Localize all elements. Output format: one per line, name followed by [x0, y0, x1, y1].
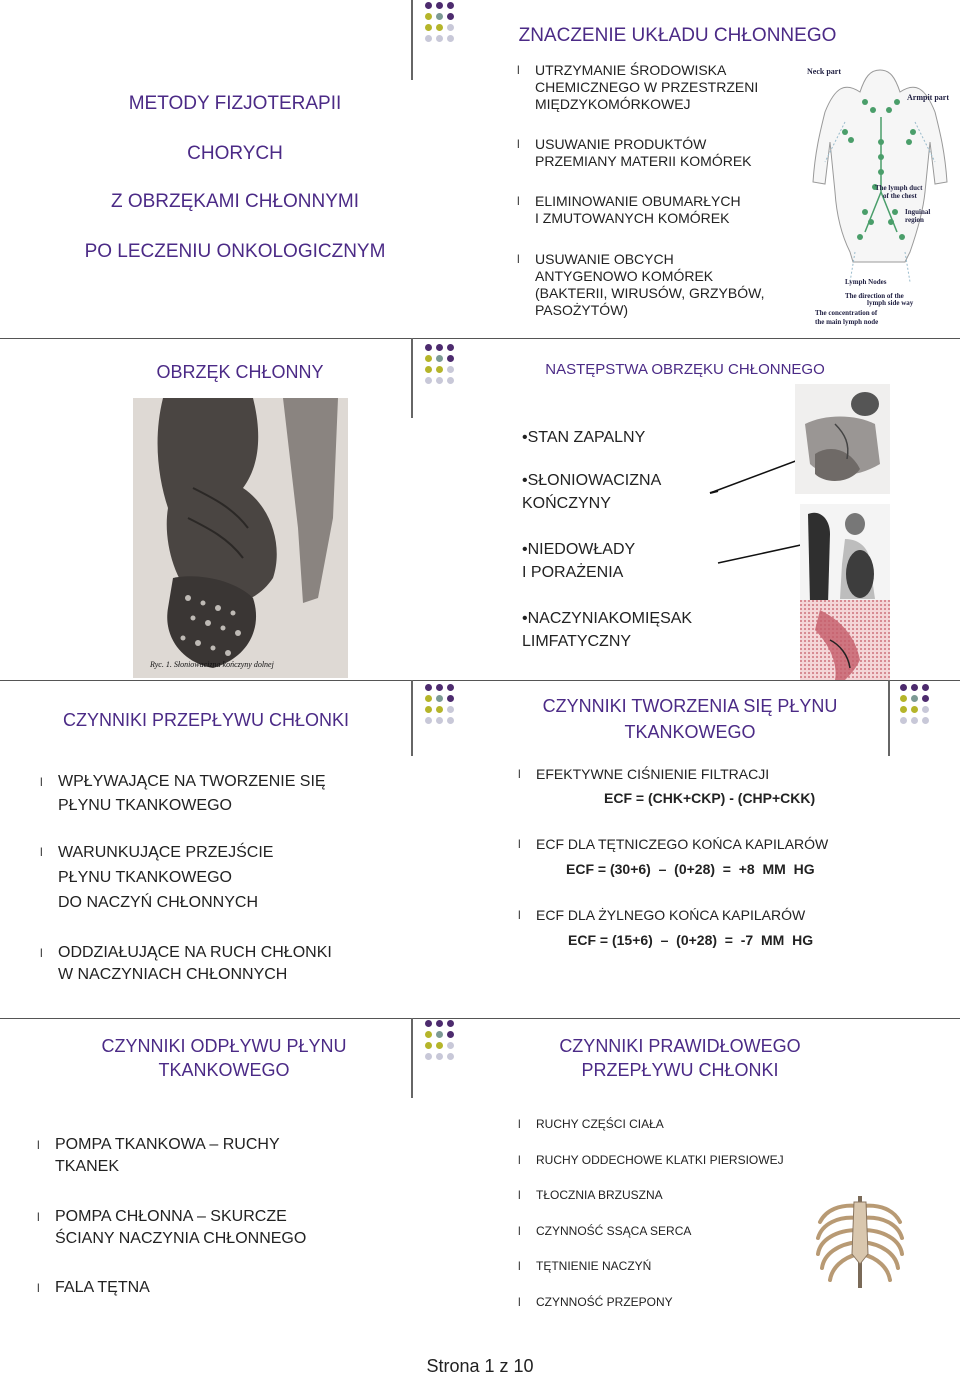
- decor-dot: [425, 377, 432, 384]
- rib-cage-illustration: [810, 1194, 910, 1290]
- decor-dot: [911, 695, 918, 702]
- slide-lymphedema-consequences: [480, 338, 960, 680]
- slide-title-line: CZYNNIKI PRAWIDŁOWEGO: [559, 1036, 801, 1056]
- decor-dot: [436, 695, 443, 702]
- decor-dot: [900, 717, 907, 724]
- list-item: l UTRZYMANIE ŚRODOWISKA CHEMICZNEGO W PRZESTRZENI MIĘDZYKOMÓRKOWEJ: [517, 62, 759, 112]
- decor-dot: [447, 706, 454, 713]
- slide-title-page: [0, 0, 480, 338]
- slide-title: NASTĘPSTWA OBRZĘKU CHŁONNEGO: [545, 361, 825, 378]
- decor-dot: [436, 1020, 443, 1027]
- list-item: l CZYNNOŚĆ SSĄCA SERCA: [518, 1224, 692, 1238]
- patient-photo-3: [800, 600, 890, 680]
- decor-dot: [436, 35, 443, 42]
- decor-dot: [425, 35, 432, 42]
- list-item: l ODDZIAŁUJĄCE NA RUCH CHŁONKI W NACZYNIACH CHŁONNYCH: [40, 944, 332, 983]
- svg-text:Inguinal: Inguinal: [905, 208, 931, 216]
- decor-dot: [447, 684, 454, 691]
- slide-title-line: PO LECZENIU ONKOLOGICZNYM: [84, 241, 386, 262]
- decor-dot: [425, 355, 432, 362]
- decor-dot: [447, 377, 454, 384]
- decor-dot: [447, 717, 454, 724]
- list-item: l USUWANIE PRODUKTÓW PRZEMIANY MATERII KOMÓREK: [517, 136, 752, 169]
- slide-divider: [411, 0, 413, 80]
- list-item: l CZYNNOŚĆ PRZEPONY: [518, 1295, 673, 1309]
- list-item: l USUWANIE OBCYCH ANTYGENOWO KOMÓREK (BAKTERII, WIRUSÓW, GRZYBÓW, PASOŻYTÓW): [517, 251, 765, 318]
- slide-divider: [411, 680, 413, 756]
- decor-dot: [922, 717, 929, 724]
- slide-title-line: CHORYCH: [187, 143, 283, 164]
- svg-text:The lymph duct: The lymph duct: [875, 184, 923, 192]
- slide-title-line: TKANKOWEGO: [158, 1060, 290, 1080]
- formula: ECF = (30+6) – (0+28) = +8 MM HG: [566, 861, 815, 877]
- decor-dot: [436, 1031, 443, 1038]
- decor-dot: [425, 1020, 432, 1027]
- slide-title-line: Z OBRZĘKAMI CHŁONNYMI: [110, 191, 360, 212]
- decor-dot: [425, 1042, 432, 1049]
- list-item: l ELIMINOWANIE OBUMARŁYCH I ZMUTOWANYCH KOMÓREK: [517, 193, 741, 226]
- decor-dot: [436, 344, 443, 351]
- list-item: l ECF DLA TĘTNICZEGO KOŃCA KAPILARÓW: [518, 836, 829, 852]
- list-item: l POMPA TKANKOWA – RUCHY TKANEK: [37, 1136, 280, 1175]
- slide-tissue-fluid-outflow: [0, 1018, 480, 1358]
- slide-lymph-system-role: [480, 0, 960, 338]
- slide-lymphedema: [0, 338, 480, 680]
- slide-lymph-flow-factors: [0, 680, 480, 1018]
- svg-text:the main lymph node: the main lymph node: [815, 318, 879, 326]
- photo-caption: Ryc. 1. Słoniowacizna kończyny dolnej: [150, 660, 274, 669]
- decor-dot: [425, 717, 432, 724]
- decor-dot: [436, 13, 443, 20]
- decor-dot: [436, 1053, 443, 1060]
- decor-dot: [425, 1053, 432, 1060]
- slide-title-line: CZYNNIKI TWORZENIA SIĘ PŁYNU: [542, 696, 838, 716]
- decor-dot: [922, 684, 929, 691]
- slide-title: OBRZĘK CHŁONNY: [156, 362, 324, 382]
- decor-dot: [436, 355, 443, 362]
- decor-dot: [436, 1042, 443, 1049]
- list-item: l WPŁYWAJĄCE NA TWORZENIE SIĘ PŁYNU TKANKOWEGO: [40, 773, 326, 814]
- decor-dot: [436, 377, 443, 384]
- slide-title-line: METODY FIZJOTERAPII: [128, 93, 342, 114]
- formula: ECF = (15+6) – (0+28) = -7 MM HG: [568, 932, 814, 948]
- decor-dot: [447, 366, 454, 373]
- decor-dot: [447, 2, 454, 9]
- svg-text:region: region: [905, 216, 924, 224]
- decor-dot: [425, 684, 432, 691]
- label-neck: Neck part: [807, 67, 841, 76]
- decor-dot: [447, 1020, 454, 1027]
- patient-photo-2: [800, 504, 890, 606]
- slide-divider: [888, 680, 890, 756]
- label-armpit: Armpit part: [907, 93, 949, 102]
- decor-dot: [436, 24, 443, 31]
- list-item: •NIEDOWŁADY I PORAŻENIA: [522, 541, 636, 581]
- slide-title-line: CZYNNIKI ODPŁYWU PŁYNU: [101, 1036, 347, 1056]
- list-item: l RUCHY CZĘŚCI CIAŁA: [518, 1117, 664, 1131]
- svg-text:Lymph Nodes: Lymph Nodes: [845, 278, 887, 286]
- decor-dot: [436, 706, 443, 713]
- list-item: l TŁOCZNIA BRZUSZNA: [518, 1188, 663, 1202]
- decor-dot: [425, 344, 432, 351]
- list-item: l ECF DLA ŻYLNEGO KOŃCA KAPILARÓW: [518, 907, 806, 923]
- list-item: •SŁONIOWACIZNA KOŃCZYNY: [522, 472, 662, 512]
- decor-dot: [911, 717, 918, 724]
- decor-dot: [911, 684, 918, 691]
- decor-dot: [436, 366, 443, 373]
- decor-dot: [425, 706, 432, 713]
- decor-dot: [900, 695, 907, 702]
- decor-dot: [436, 717, 443, 724]
- formula: ECF = (CHK+CKP) - (CHP+CKK): [604, 790, 816, 806]
- decor-dot: [425, 2, 432, 9]
- decor-dot: [922, 695, 929, 702]
- decor-dot: [425, 695, 432, 702]
- lymph-anatomy-figure: [805, 62, 955, 330]
- decor-dot: [447, 344, 454, 351]
- list-item: l FALA TĘTNA: [37, 1279, 150, 1296]
- decor-dot: [447, 13, 454, 20]
- list-item: l WARUNKUJĄCE PRZEJŚCIE PŁYNU TKANKOWEGO DO NACZYŃ CHŁONNYCH: [40, 844, 274, 911]
- slide-title-line: TKANKOWEGO: [624, 722, 756, 742]
- decor-dot: [922, 706, 929, 713]
- decor-dot: [425, 1031, 432, 1038]
- decor-dot: [425, 366, 432, 373]
- svg-text:of the chest: of the chest: [883, 192, 917, 200]
- svg-text:lymph side way: lymph side way: [867, 299, 914, 307]
- decor-dot: [447, 1031, 454, 1038]
- decor-dot: [447, 355, 454, 362]
- list-item: l POMPA CHŁONNA – SKURCZE ŚCIANY NACZYNIA CHŁONNEGO: [37, 1208, 307, 1247]
- list-item: l RUCHY ODDECHOWE KLATKI PIERSIOWEJ: [518, 1153, 784, 1167]
- slide-normal-lymph-flow: [480, 1018, 960, 1358]
- slide-title: CZYNNIKI PRZEPŁYWU CHŁONKI: [62, 710, 350, 730]
- slide-tissue-fluid-formation: [480, 680, 960, 1018]
- patient-photo-1: [795, 384, 890, 494]
- list-item: l TĘTNIENIE NACZYŃ: [518, 1259, 652, 1273]
- decor-dot: [447, 24, 454, 31]
- page-number: Strona 1 z 10: [426, 1356, 534, 1376]
- decor-dot: [447, 695, 454, 702]
- svg-text:The concentration of: The concentration of: [815, 309, 878, 317]
- slide-title-line: PRZEPŁYWU CHŁONKI: [581, 1060, 779, 1080]
- decor-dot: [436, 684, 443, 691]
- slide-divider: [411, 1018, 413, 1098]
- slide-divider: [411, 338, 413, 418]
- decor-dot: [447, 1042, 454, 1049]
- list-item: •NACZYNIAKOMIĘSAK LIMFATYCZNY: [522, 610, 693, 650]
- decor-dot: [425, 24, 432, 31]
- elephantiasis-photo: [133, 398, 348, 678]
- decor-dot: [436, 2, 443, 9]
- list-item: l EFEKTYWNE CIŚNIENIE FILTRACJI: [518, 766, 770, 782]
- list-item: •STAN ZAPALNY: [522, 429, 646, 446]
- decor-dot: [447, 1053, 454, 1060]
- slide-title: ZNACZENIE UKŁADU CHŁONNEGO: [518, 25, 837, 46]
- decor-dot: [425, 13, 432, 20]
- svg-text:The direction of the: The direction of the: [845, 292, 904, 300]
- decor-dot: [900, 684, 907, 691]
- decor-dot: [900, 706, 907, 713]
- decor-dot: [447, 35, 454, 42]
- decor-dot: [911, 706, 918, 713]
